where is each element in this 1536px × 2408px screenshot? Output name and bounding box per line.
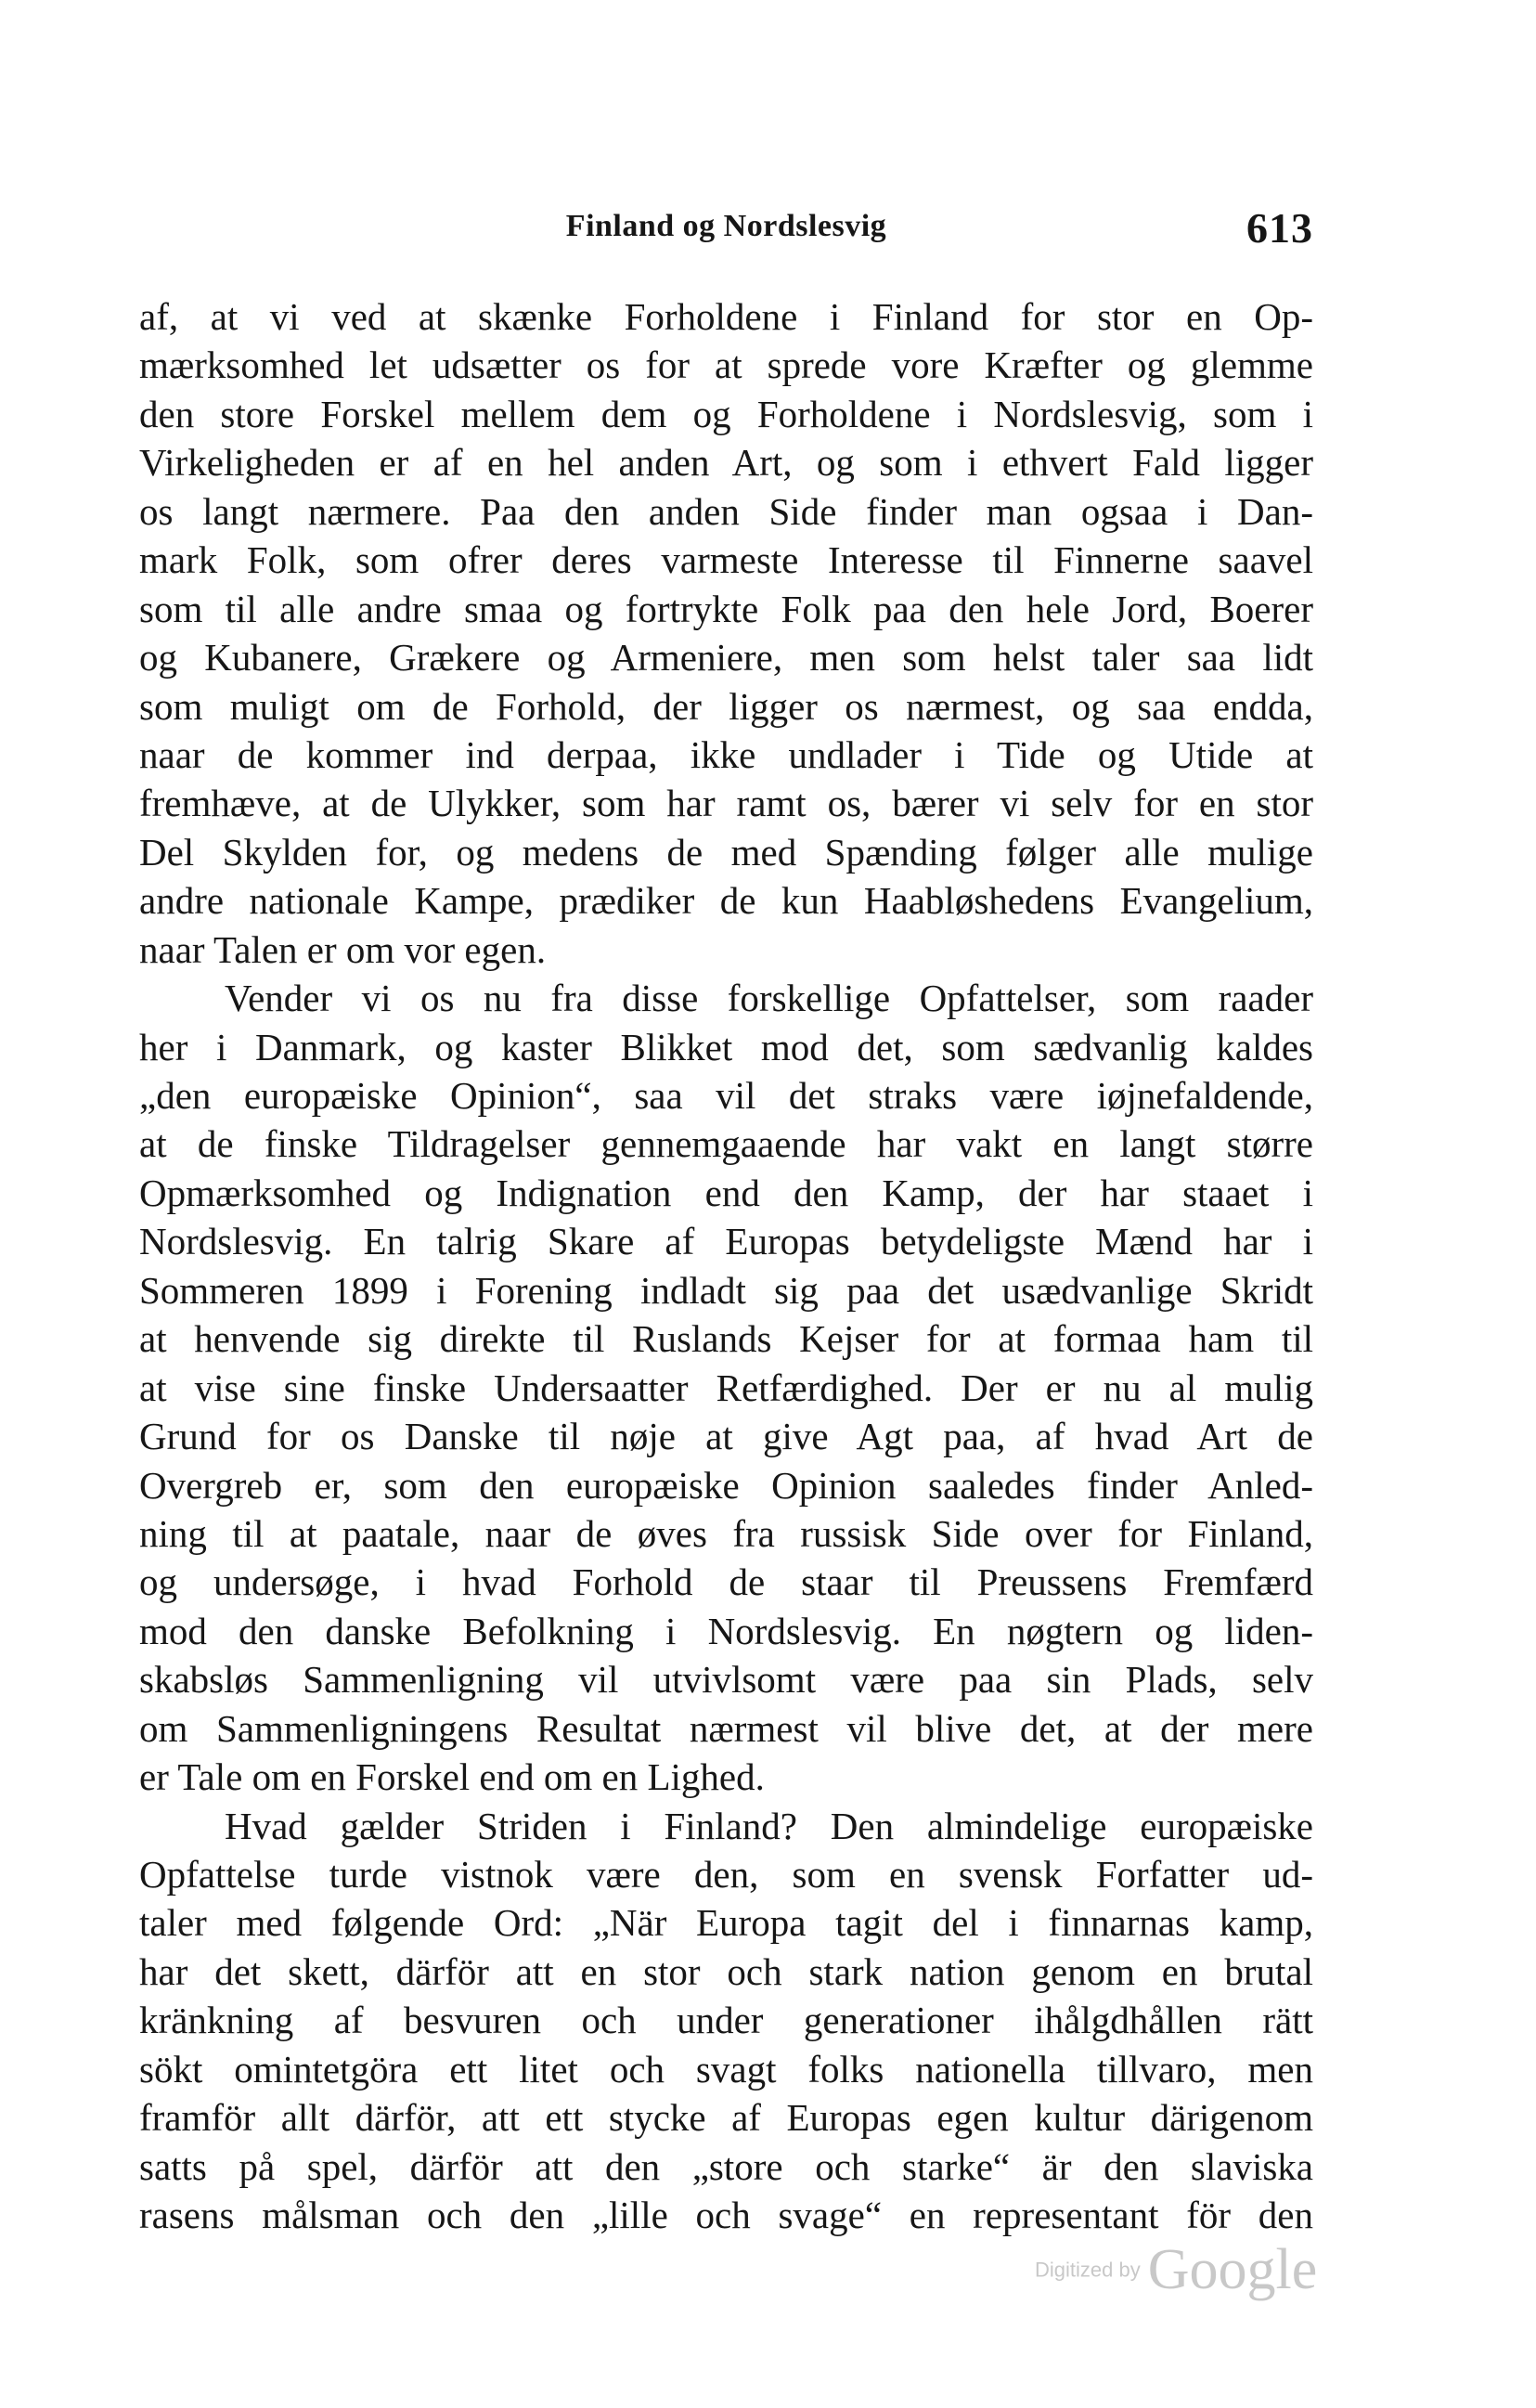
text-line: at vise sine finske Undersaatter Retfærdighed. Der er nu al mulig [139,1366,1313,1409]
text-line: Hvad gælder Striden i Finland? Den almindelige europæiske [225,1804,1313,1847]
text-line: om Sammenligningens Resultat nærmest vil blive det, at der mere [139,1706,1313,1750]
text-line: „den europæiske Opinion“, saa vil det straks være iøjnefaldende, [139,1074,1313,1117]
text-line: har det skett, därför att en stor och stark nation genom en brutal [139,1949,1313,1993]
text-line: Sommeren 1899 i Forening indladt sig paa det usædvanlige Skridt [139,1268,1313,1312]
text-line: satts på spel, därför att den „store och starke“ är den slaviska [139,2144,1313,2188]
text-line: Opfattelse turde vistnok være den, som en svensk Forfatter ud- [139,1853,1313,1896]
text-line: taler med følgende Ord: „När Europa tagit del i finnarnas kamp, [139,1901,1313,1945]
text-line: andre nationale Kampe, prædiker de kun Haabløshedens Evangelium, [139,879,1313,923]
text-line: rasens målsman och den „lille och svage“ en representant för den [139,2194,1313,2237]
text-line: ning til at paatale, naar de øves fra russisk Side over for Finland, [139,1511,1313,1555]
text-line: den store Forskel mellem dem og Forholdene i Nordslesvig, som i [139,392,1313,435]
text-line: Virkeligheden er af en hel anden Art, og som i ethvert Fald ligger [139,441,1313,485]
text-line: mod den danske Befolkning i Nordslesvig. En nøgtern og liden- [139,1609,1313,1652]
text-line: sökt omintetgöra ett litet och svagt folks nationella tillvaro, men [139,2047,1313,2091]
text-line: mærksomhed let udsætter os for at sprede vore Kræfter og glemme [139,343,1313,387]
text-line: er Tale om en Forskel end om en Lighed. [139,1755,765,1799]
text-line: Nordslesvig. En talrig Skare af Europas betydeligste Mænd har i [139,1220,1313,1263]
page-number: 613 [1246,204,1313,252]
body-text [139,292,1313,2240]
text-line: som til alle andre smaa og fortrykte Folk paa den hele Jord, Boerer [139,587,1313,630]
text-line: og Kubanere, Grækere og Armeniere, men som helst taler saa lidt [139,636,1313,680]
text-line: at de finske Tildragelser gennemgaaende har vakt en langt større [139,1122,1313,1166]
digitized-by-text: Digitized by [1035,2258,1141,2282]
text-line: her i Danmark, og kaster Blikket mod det, som sædvanlig kaldes [139,1025,1313,1068]
running-head [139,200,1313,255]
text-line: af, at vi ved at skænke Forholdene i Finland for stor en Op- [139,295,1313,338]
running-title: Finland og Nordslesvig [565,209,887,243]
text-line: framför allt därför, att ett stycke af Europas egen kultur därigenom [139,2096,1313,2140]
text-line: at henvende sig direkte til Ruslands Kejser for at formaa ham til [139,1317,1313,1361]
text-line: os langt nærmere. Paa den anden Side finder man ogsaa i Dan- [139,489,1313,533]
text-line: Opmærksomhed og Indignation end den Kamp, der har staaet i [139,1171,1313,1214]
text-line: Del Skylden for, og medens de med Spænding følger alle mulige [139,830,1313,874]
digitized-watermark [1035,2237,1350,2302]
text-line: og undersøge, i hvad Forhold de staar til Preussens Fremfærd [139,1560,1313,1604]
text-line: Overgreb er, som den europæiske Opinion saaledes finder Anled- [139,1463,1313,1507]
google-logo: Google [1147,2238,1318,2301]
text-line: fremhæve, at de Ulykker, som har ramt os, bærer vi selv for en stor [139,782,1313,825]
text-line: kränkning af besvuren och under generationer ihålgdhållen rätt [139,1999,1313,2042]
text-line: naar de kommer ind derpaa, ikke undlader i Tide og Utide at [139,732,1313,776]
text-line: naar Talen er om vor egen. [139,927,547,971]
text-line: Vender vi os nu fra disse forskellige Opfattelser, som raader [225,977,1313,1020]
text-line: Grund for os Danske til nøje at give Agt paa, af hvad Art de [139,1415,1313,1458]
text-line: mark Folk, som ofrer deres varmeste Interesse til Finnerne saavel [139,538,1313,582]
text-line: skabsløs Sammenligning vil utvivlsomt være paa sin Plads, selv [139,1658,1313,1702]
text-line: som muligt om de Forhold, der ligger os nærmest, og saa endda, [139,684,1313,728]
